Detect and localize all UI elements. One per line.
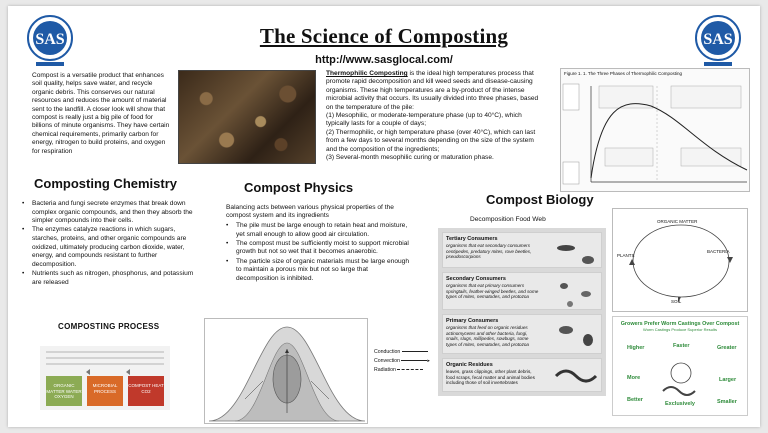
phase-2: (2) Thermophilic, or high temperature phase (over 40°C), which can last from a few days to several months depending on the size of the system and the composition of the ingredients;: [326, 128, 536, 153]
cycle-label: PLANTS: [617, 253, 635, 258]
worm-label: Smaller: [717, 399, 737, 405]
food-web-title: Decomposition Food Web: [470, 216, 546, 223]
food-web-residues: Organic Residues leaves, grass clippings, other plant debris, food scraps, fecal matter and animal bodies including those of soil invertebrates: [442, 358, 602, 392]
list-item: • The enzymes catalyze reactions in which sugars, starches, proteins, and other organic compounds are oxidized, ultimately producing carbon dioxide, water, energy, and compounds resistant to further decomposition.: [22, 226, 194, 269]
heat-legend: [374, 348, 430, 375]
food-web-tertiary: Tertiary Consumers organisms that eat secondary consumers centipedes, predatory mites, rove beetles, pseudoscorpions: [442, 232, 602, 268]
list-item: • Bacteria and fungi secrete enzymes that break down complex organic compounds, and then they absorb the simpler compounds into their cells.: [22, 200, 194, 226]
thermophilic-figure: [560, 68, 750, 192]
food-web-diagram: [438, 228, 606, 396]
pile-cross-section: [205, 319, 369, 425]
process-output: COMPOST HEAT CO2: [128, 376, 164, 406]
process-microbial: MICROBIAL PROCESS: [87, 376, 123, 406]
thermophilic-section: [326, 70, 540, 162]
physics-intro: Balancing acts between various physical properties of the compost system and its ingredients: [226, 204, 394, 220]
page-title: The Science of Composting: [259, 24, 509, 48]
list-item: • The pile must be large enough to retain heat and moisture, yet small enough to allow good air circulation.: [226, 222, 412, 239]
chemistry-list: [22, 200, 194, 288]
worm-label: Larger: [719, 377, 737, 383]
worm-castings-infographic: [612, 316, 748, 416]
site-url[interactable]: http://www.sasglocal.com/: [315, 54, 453, 66]
temperature-curve-chart: [561, 78, 751, 190]
worm-label: Faster: [673, 343, 690, 349]
worm-label: Greater: [717, 345, 737, 351]
legend-radiation: Radiation: [374, 366, 430, 375]
cycle-label: SOIL: [671, 299, 682, 304]
worm-icon: [655, 357, 707, 397]
food-web-primary: Primary Consumers organisms that feed on organic residues actinomycetes and other bacteria, fungi, snails, slugs, millipedes, sowbugs, some types of mites, nematodes, and protozoa: [442, 314, 602, 354]
compost-photo: [178, 70, 316, 164]
worm-label: Better: [627, 397, 643, 403]
nutrient-cycle-diagram: [612, 208, 748, 312]
cycle-label: ORGANIC MATTER: [657, 219, 698, 224]
intro-text: Compost is a versatile product that enhances soil quality, helps save water, and recycle organic debris. This conserves our natural resources and reduces the amount of material sent to the landfill. A closer look will show that compost is really just a big pile of food for billions of minute organisms. They have certain chemical requirements, primarily carbon for energy, nitrogen to build proteins, and oxygen for respiration: [32, 72, 170, 155]
food-web-secondary: Secondary Consumers organisms that eat primary consumers springtails, feather-winged beetles, and some types of mites, nematodes, and protozoa: [442, 272, 602, 310]
list-item: • Nutrients such as nitrogen, phosphorus, and potassium are released: [22, 270, 194, 287]
figure-caption: Figure 1. 1. The Three Phases of Thermophilic Composting: [564, 71, 683, 76]
worm-label: More: [627, 375, 641, 381]
thermophilic-term: Thermophilic Composting: [326, 70, 408, 77]
cycle-arrows: [613, 209, 749, 313]
process-input: ORGANIC MATTER WATER OXYGEN: [46, 376, 82, 406]
heat-pile-diagram: [204, 318, 368, 424]
process-heading: COMPOSTING PROCESS: [58, 322, 160, 331]
svg-text:SAS: SAS: [35, 31, 65, 48]
physics-list: [226, 222, 412, 284]
worm-label: Exclusively: [665, 401, 695, 407]
worm-title: Growers Prefer Worm Castings Over Compost: [620, 321, 740, 327]
worm-label: Higher: [627, 345, 645, 351]
list-item: • The compost must be sufficiently moist to support microbial growth but not so wet that it becomes anaerobic.: [226, 240, 412, 257]
biology-heading: Compost Biology: [486, 192, 594, 207]
composting-process-diagram: [40, 346, 170, 410]
worm-subtitle: Worm Castings Produce Superior Results: [643, 327, 717, 332]
thermophilic-text: is the ideal high temperatures process that promote rapid decomposition and kill weed seeds and disease-causing organisms. These high temperatures are a by-product of the intense microbial activity that occurs. Its usually divided into three phases, based on the temperature of the pile:: [326, 70, 539, 111]
organism-icons: [550, 236, 602, 390]
process-arrows: [40, 346, 170, 376]
svg-text:SAS: SAS: [703, 31, 733, 48]
cycle-label: BACTERIA: [707, 249, 730, 254]
list-item: • The particle size of organic materials must be large enough to maintain a porous mix but not so large that decomposition is inhibited.: [226, 258, 412, 284]
phase-3: (3) Several-month mesophilic curing or maturation phase.: [326, 154, 494, 162]
physics-heading: Compost Physics: [244, 180, 354, 195]
poster: [8, 6, 760, 427]
phase-1: (1) Mesophilic, or moderate-temperature phase (up to 40°C), which typically lasts for a couple of days;: [326, 112, 522, 128]
chemistry-heading: Composting Chemistry: [34, 176, 178, 191]
legend-convection: Convection ▸: [374, 358, 431, 364]
legend-conduction: Conduction: [374, 348, 430, 357]
